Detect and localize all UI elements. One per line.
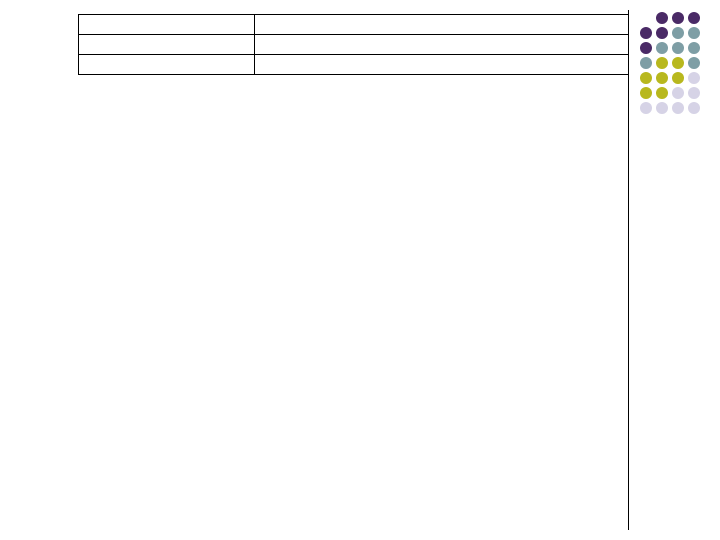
decorative-dot	[640, 87, 652, 99]
decorative-dot	[656, 87, 668, 99]
decorative-dot	[688, 42, 700, 54]
decorative-dot	[688, 12, 700, 24]
decorative-dot	[688, 57, 700, 69]
decorative-dot	[640, 27, 652, 39]
row-value-cell	[255, 55, 629, 75]
table-row	[79, 55, 629, 75]
decorative-dot	[640, 42, 652, 54]
decorative-dot	[640, 102, 652, 114]
decorative-dot	[688, 87, 700, 99]
row-value-cell	[255, 15, 629, 35]
decorative-dot	[672, 12, 684, 24]
decorative-dot	[672, 42, 684, 54]
row-label-cell	[79, 35, 255, 55]
decorative-dot	[672, 27, 684, 39]
decorative-dot	[672, 72, 684, 84]
table-row	[79, 35, 629, 55]
row-label-cell	[79, 55, 255, 75]
decorative-dot	[688, 72, 700, 84]
decorative-dot	[656, 102, 668, 114]
decorative-dot	[672, 87, 684, 99]
decorative-dot-grid	[642, 12, 720, 122]
decorative-dot	[656, 27, 668, 39]
decorative-dot	[640, 57, 652, 69]
slide-divider-line	[628, 10, 629, 530]
decorative-dot	[688, 102, 700, 114]
table-row	[79, 15, 629, 35]
decorative-dot	[656, 57, 668, 69]
decorative-dot	[640, 72, 652, 84]
decorative-dot	[672, 102, 684, 114]
decorative-dot	[656, 42, 668, 54]
decorative-dot	[688, 27, 700, 39]
decorative-dot	[672, 57, 684, 69]
decorative-dot	[656, 72, 668, 84]
row-label-cell	[79, 15, 255, 35]
breed-info-table	[78, 14, 629, 75]
decorative-dot	[656, 12, 668, 24]
row-value-cell	[255, 35, 629, 55]
